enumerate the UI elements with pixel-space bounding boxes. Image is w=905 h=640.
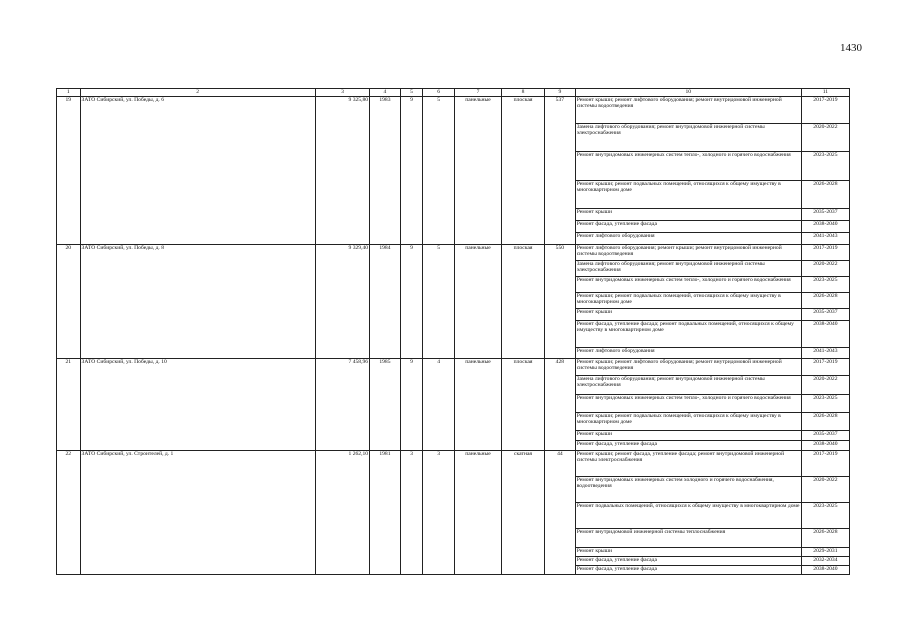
- work-description: Ремонт крыши; ремонт лифтового оборудования; ремонт внутридомовой инженерной системы водоотведения: [575, 96, 801, 123]
- work-period: 2017-2019: [801, 358, 849, 375]
- work-description: Ремонт внутридомовых инженерных систем холодного и горячего водоснабжения, водоотведения: [575, 476, 801, 502]
- work-description: Ремонт крыши; ремонт лифтового оборудования; ремонт внутридомовой инженерной системы водоотведения: [575, 358, 801, 375]
- work-description: Ремонт фасада, утепление фасада: [575, 565, 801, 574]
- work-period: 2026-2028: [801, 528, 849, 547]
- build-year: 1981: [370, 450, 401, 574]
- house-area: 9 329,40: [315, 244, 369, 358]
- header-cell: 4: [370, 89, 401, 97]
- house-address: ЗАТО Сибирский, ул. Строителей, д. 1: [80, 450, 315, 574]
- floors-count: 9: [400, 358, 423, 450]
- entrances-count: 4: [423, 358, 455, 450]
- house-area: 7 458,96: [315, 358, 369, 450]
- work-description: Ремонт лифтового оборудования: [575, 347, 801, 358]
- header-cell: 11: [801, 89, 849, 97]
- work-description: Ремонт внутридомовых инженерных систем тепло-, холодного и горячего водоснабжения: [575, 151, 801, 180]
- residents-count: 428: [545, 358, 576, 450]
- work-period: 2023-2025: [801, 151, 849, 180]
- house-address: ЗАТО Сибирский, ул. Победы, д. 10: [80, 358, 315, 450]
- work-period: 2020-2022: [801, 375, 849, 394]
- header-cell: 3: [315, 89, 369, 97]
- work-description: Ремонт крыши: [575, 430, 801, 440]
- work-period: 2041-2043: [801, 232, 849, 244]
- work-period: 2026-2028: [801, 180, 849, 208]
- header-row: [57, 89, 850, 97]
- work-description: Ремонт крыши; ремонт подвальных помещений, относящихся к общему имуществу в многоквартирном доме: [575, 412, 801, 430]
- work-period: 2023-2025: [801, 394, 849, 412]
- header-cell: 2: [80, 89, 315, 97]
- work-period: 2038-2040: [801, 440, 849, 450]
- table-body: [57, 96, 850, 574]
- work-description: Замена лифтового оборудования; ремонт внутридомовой инженерной системы электроснабжения: [575, 260, 801, 276]
- roof-type: плоская: [502, 96, 545, 244]
- header-cell: 8: [502, 89, 545, 97]
- row-number: 22: [57, 450, 81, 574]
- work-description: Ремонт фасада, утепление фасада: [575, 440, 801, 450]
- work-description: Замена лифтового оборудования; ремонт внутридомовой инженерной системы электроснабжения: [575, 123, 801, 151]
- house-address: ЗАТО Сибирский, ул. Победы, д. 8: [80, 244, 315, 358]
- header-cell: 7: [454, 89, 501, 97]
- work-description: Ремонт внутридомовой инженерной системы теплоснабжения: [575, 528, 801, 547]
- work-description: Ремонт фасада, утепление фасада: [575, 220, 801, 232]
- work-period: 2035-2037: [801, 430, 849, 440]
- work-period: 2023-2025: [801, 502, 849, 528]
- work-description: Ремонт внутридомовых инженерных систем тепло-, холодного и горячего водоснабжения: [575, 394, 801, 412]
- header-cell: 10: [575, 89, 801, 97]
- work-period: 2026-2028: [801, 412, 849, 430]
- residents-count: 44: [545, 450, 576, 574]
- work-description: Ремонт крыши; ремонт подвальных помещений, относящихся к общему имуществу в многоквартирном доме: [575, 180, 801, 208]
- work-period: 2038-2040: [801, 320, 849, 347]
- entrances-count: 5: [423, 244, 455, 358]
- work-description: Ремонт лифтового оборудования: [575, 232, 801, 244]
- work-period: 2041-2043: [801, 347, 849, 358]
- work-period: 2023-2025: [801, 276, 849, 292]
- residents-count: 537: [545, 96, 576, 244]
- row-number: 21: [57, 358, 81, 450]
- row-number: 19: [57, 96, 81, 244]
- work-period: 2035-2037: [801, 308, 849, 320]
- entrances-count: 3: [423, 450, 455, 574]
- work-period: 2020-2022: [801, 123, 849, 151]
- header-cell: 1: [57, 89, 81, 97]
- build-year: 1983: [370, 96, 401, 244]
- work-description: Ремонт фасада, утепление фасада; ремонт подвальных помещений, относящихся к общему имуществу в многоквартирном доме: [575, 320, 801, 347]
- table-row: [57, 244, 850, 260]
- wall-material: панельные: [454, 96, 501, 244]
- work-description: Ремонт крыши: [575, 547, 801, 556]
- roof-type: скатная: [502, 450, 545, 574]
- work-period: 2038-2040: [801, 220, 849, 232]
- work-period: 2020-2022: [801, 260, 849, 276]
- house-area: 9 325,80: [315, 96, 369, 244]
- house-area: 1 262,10: [315, 450, 369, 574]
- header-cell: 9: [545, 89, 576, 97]
- table-row: [57, 450, 850, 476]
- wall-material: панельные: [454, 358, 501, 450]
- work-description: Ремонт подвальных помещений, относящихся к общему имуществу в многоквартирном доме: [575, 502, 801, 528]
- roof-type: плоская: [502, 358, 545, 450]
- work-period: 2035-2037: [801, 208, 849, 220]
- work-period: 2020-2022: [801, 476, 849, 502]
- work-period: 2017-2019: [801, 244, 849, 260]
- work-description: Ремонт фасада, утепление фасада: [575, 556, 801, 565]
- work-period: 2032-2034: [801, 556, 849, 565]
- page-number: 1430: [840, 42, 862, 54]
- floors-count: 9: [400, 244, 423, 358]
- work-description: Ремонт крыши: [575, 208, 801, 220]
- build-year: 1985: [370, 358, 401, 450]
- work-description: Ремонт крыши; ремонт фасада, утепление фасада; ремонт внутридомовой инженерной системы электроснабжения: [575, 450, 801, 476]
- work-period: 2017-2019: [801, 450, 849, 476]
- work-description: Ремонт крыши: [575, 308, 801, 320]
- work-period: 2029-2031: [801, 547, 849, 556]
- work-description: Ремонт внутридомовых инженерных систем тепло-, холодного и горячего водоснабжения: [575, 276, 801, 292]
- work-period: 2026-2028: [801, 292, 849, 308]
- work-description: Ремонт лифтового оборудования; ремонт крыши; ремонт внутридомовой инженерной системы водоотведения: [575, 244, 801, 260]
- residents-count: 550: [545, 244, 576, 358]
- roof-type: плоская: [502, 244, 545, 358]
- build-year: 1984: [370, 244, 401, 358]
- header-cell: 5: [400, 89, 423, 97]
- table-row: [57, 358, 850, 375]
- house-address: ЗАТО Сибирский, ул. Победы, д. 6: [80, 96, 315, 244]
- wall-material: панельные: [454, 244, 501, 358]
- work-period: 2017-2019: [801, 96, 849, 123]
- work-description: Ремонт крыши; ремонт подвальных помещений, относящихся к общему имуществу в многоквартирном доме: [575, 292, 801, 308]
- entrances-count: 5: [423, 96, 455, 244]
- header-cell: 6: [423, 89, 455, 97]
- table-row: [57, 96, 850, 123]
- capital-repair-table: [56, 88, 850, 575]
- wall-material: панельные: [454, 450, 501, 574]
- floors-count: 9: [400, 96, 423, 244]
- work-period: 2038-2040: [801, 565, 849, 574]
- floors-count: 3: [400, 450, 423, 574]
- row-number: 20: [57, 244, 81, 358]
- work-description: Замена лифтового оборудования; ремонт внутридомовой инженерной системы электроснабжения: [575, 375, 801, 394]
